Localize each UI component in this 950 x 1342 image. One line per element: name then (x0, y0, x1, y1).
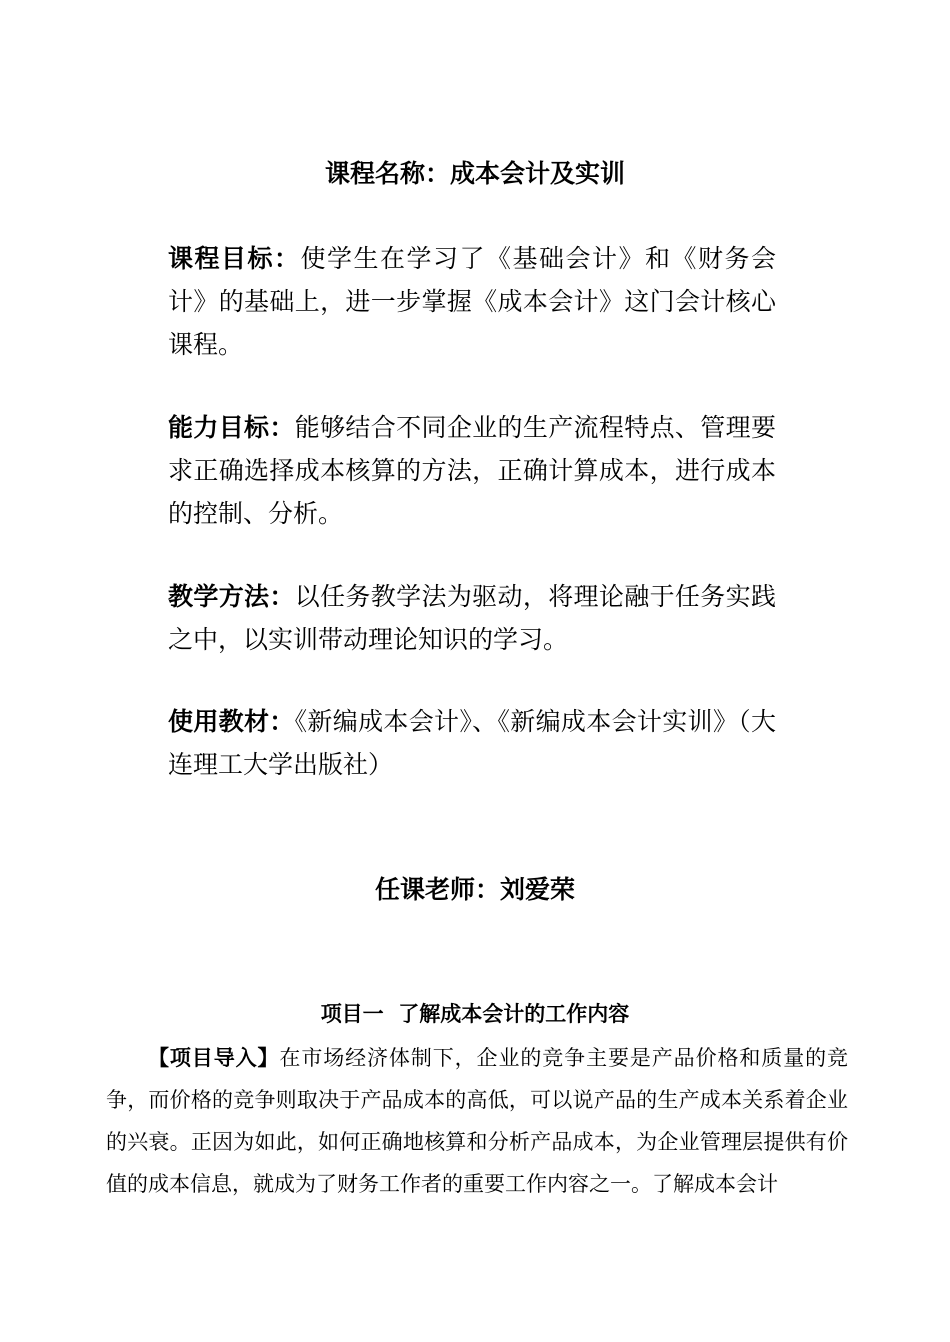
teaching-method-label: 教学方法： (168, 582, 295, 611)
teaching-method-paragraph (168, 575, 776, 661)
project-intro-paragraph (106, 1037, 848, 1205)
course-title: 课程名称：成本会计及实训 (324, 159, 625, 188)
course-goal-paragraph (168, 237, 776, 366)
course-goal-label: 课程目标： (168, 244, 301, 273)
ability-goal-paragraph (168, 406, 776, 535)
project-title: 项目一 了解成本会计的工作内容 (320, 1001, 630, 1026)
ability-goal-text: 能够结合不同企业的生产流程特点、管理要求正确选择成本核算的方法，正确计算成本，进行成本的控制、分析。 (168, 413, 776, 528)
project-intro-label: 【项目导入】 (148, 1045, 280, 1070)
ability-goal-label: 能力目标： (168, 413, 295, 442)
project-intro-text: 在市场经济体制下，企业的竞争主要是产品价格和质量的竞争，而价格的竞争则取决于产品成本的高低，可以说产品的生产成本关系着企业的兴衰。正因为如此，如何正确地核算和分析产品成本，为企业管理层提供有价值的成本信息，就成为了财务工作者的重要工作内容之一。了解成本会计 (106, 1046, 849, 1196)
textbook-text: 《新编成本会计》、《新编成本会计实训》（大连理工大学出版社） (168, 707, 776, 779)
textbook-paragraph (168, 700, 776, 786)
textbook-label: 使用教材： (168, 707, 295, 736)
course-goal-text: 使学生在学习了《基础会计》和《财务会计》的基础上，进一步掌握《成本会计》这门会计核心课程。 (168, 244, 776, 359)
teaching-method-text: 以任务教学法为驱动，将理论融于任务实践之中，以实训带动理论知识的学习。 (168, 582, 776, 654)
teacher-line: 任课老师：刘爱荣 (374, 875, 575, 904)
